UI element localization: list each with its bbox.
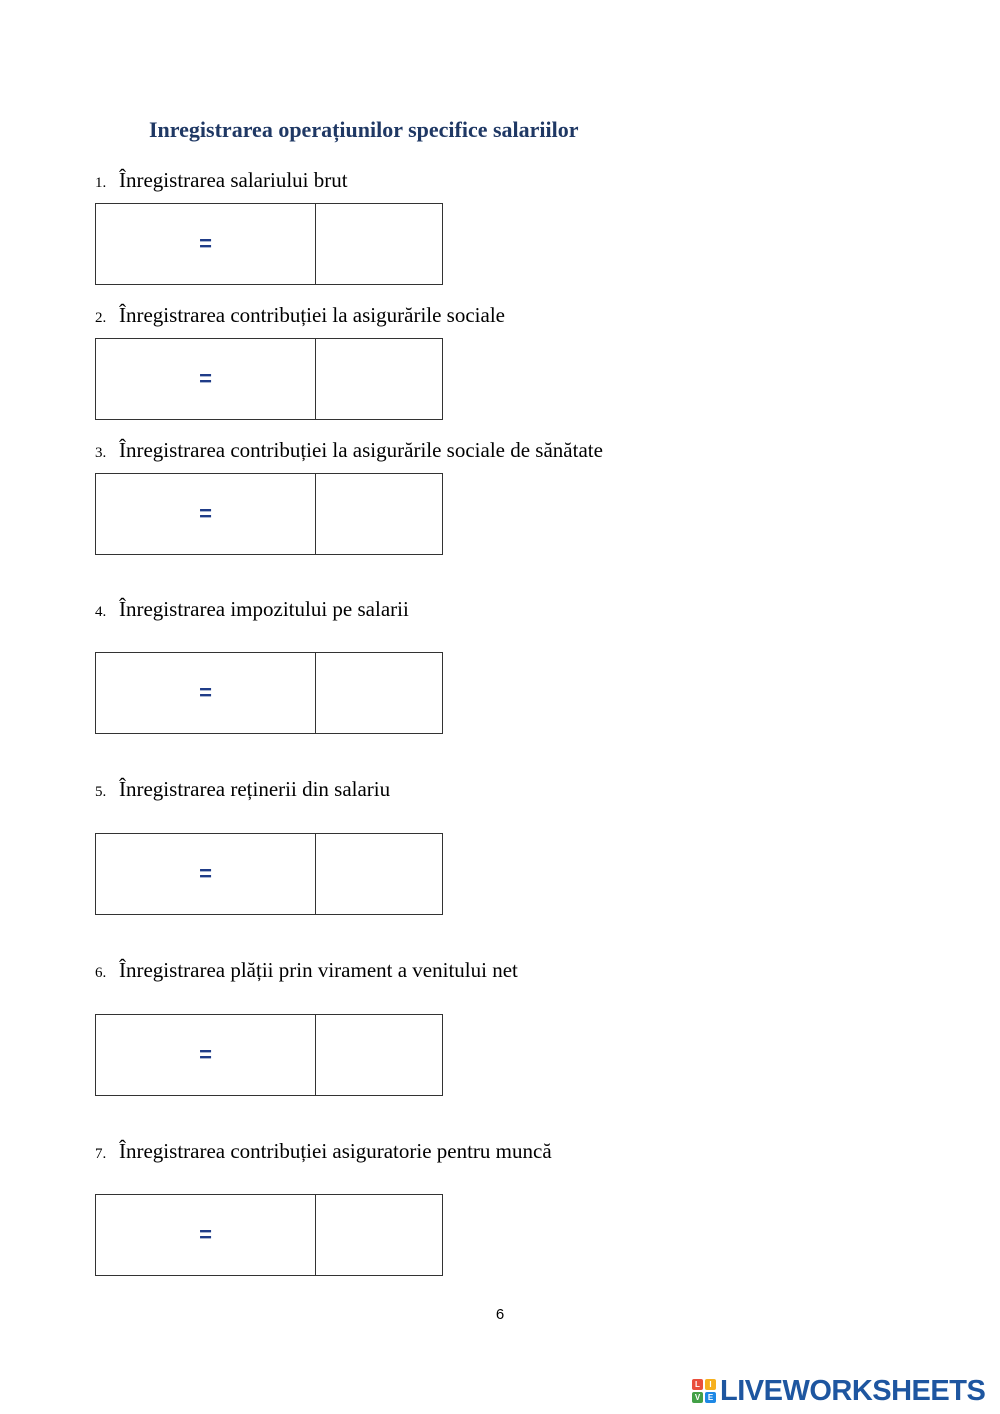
credit-cell[interactable] (316, 1195, 442, 1275)
question-text: Înregistrarea reținerii din salariu (119, 777, 391, 801)
equals-sign: = (199, 501, 212, 526)
answer-table-2 (95, 338, 443, 420)
question-number: 7. (95, 1146, 107, 1162)
question-text: Înregistrarea contribuției la asigurările sociale (119, 303, 505, 327)
liveworksheets-icon (692, 1379, 716, 1403)
debit-cell[interactable] (96, 1195, 316, 1275)
credit-cell[interactable] (316, 339, 442, 419)
question-number: 5. (95, 784, 107, 800)
answer-table-6 (95, 1014, 443, 1096)
question-number: 3. (95, 445, 107, 461)
question-text: Înregistrarea contribuției la asigurările sociale de sănătate (119, 438, 603, 462)
debit-cell[interactable] (96, 204, 316, 284)
question-text: Înregistrarea salariului brut (119, 168, 348, 192)
question-number: 6. (95, 965, 107, 981)
debit-cell[interactable] (96, 1015, 316, 1095)
answer-table-7 (95, 1194, 443, 1276)
question-number: 4. (95, 604, 107, 620)
equals-sign: = (199, 861, 212, 886)
question-7 (95, 1139, 552, 1164)
logo-square-v: V (692, 1392, 703, 1403)
page-number: 6 (495, 1306, 505, 1323)
question-2 (95, 303, 505, 328)
equals-sign: = (199, 366, 212, 391)
credit-cell[interactable] (316, 834, 442, 914)
credit-cell[interactable] (316, 474, 442, 554)
credit-cell[interactable] (316, 653, 442, 733)
equals-sign: = (199, 680, 212, 705)
logo-text: LIVEWORKSHEETS (720, 1374, 986, 1407)
equals-sign: = (199, 1222, 212, 1247)
liveworksheets-logo (692, 1374, 985, 1408)
question-number: 1. (95, 175, 107, 191)
page-title: Inregistrarea operațiunilor specifice salariilor (149, 117, 579, 142)
equals-sign: = (199, 1042, 212, 1067)
debit-cell[interactable] (96, 834, 316, 914)
equals-sign: = (199, 231, 212, 256)
logo-square-l: L (692, 1379, 703, 1390)
debit-cell[interactable] (96, 653, 316, 733)
credit-cell[interactable] (316, 1015, 442, 1095)
answer-table-1 (95, 203, 443, 285)
credit-cell[interactable] (316, 204, 442, 284)
question-text: Înregistrarea contribuției asiguratorie pentru muncă (119, 1139, 552, 1163)
answer-table-5 (95, 833, 443, 915)
question-1 (95, 168, 348, 193)
debit-cell[interactable] (96, 474, 316, 554)
answer-table-4 (95, 652, 443, 734)
question-text: Înregistrarea impozitului pe salarii (119, 597, 409, 621)
debit-cell[interactable] (96, 339, 316, 419)
question-5 (95, 777, 390, 802)
question-6 (95, 958, 518, 983)
logo-square-e: E (705, 1392, 716, 1403)
question-4 (95, 597, 409, 622)
logo-square-i: I (705, 1379, 716, 1390)
question-text: Înregistrarea plății prin virament a venitului net (119, 958, 518, 982)
question-number: 2. (95, 310, 107, 326)
answer-table-3 (95, 473, 443, 555)
question-3 (95, 438, 603, 463)
